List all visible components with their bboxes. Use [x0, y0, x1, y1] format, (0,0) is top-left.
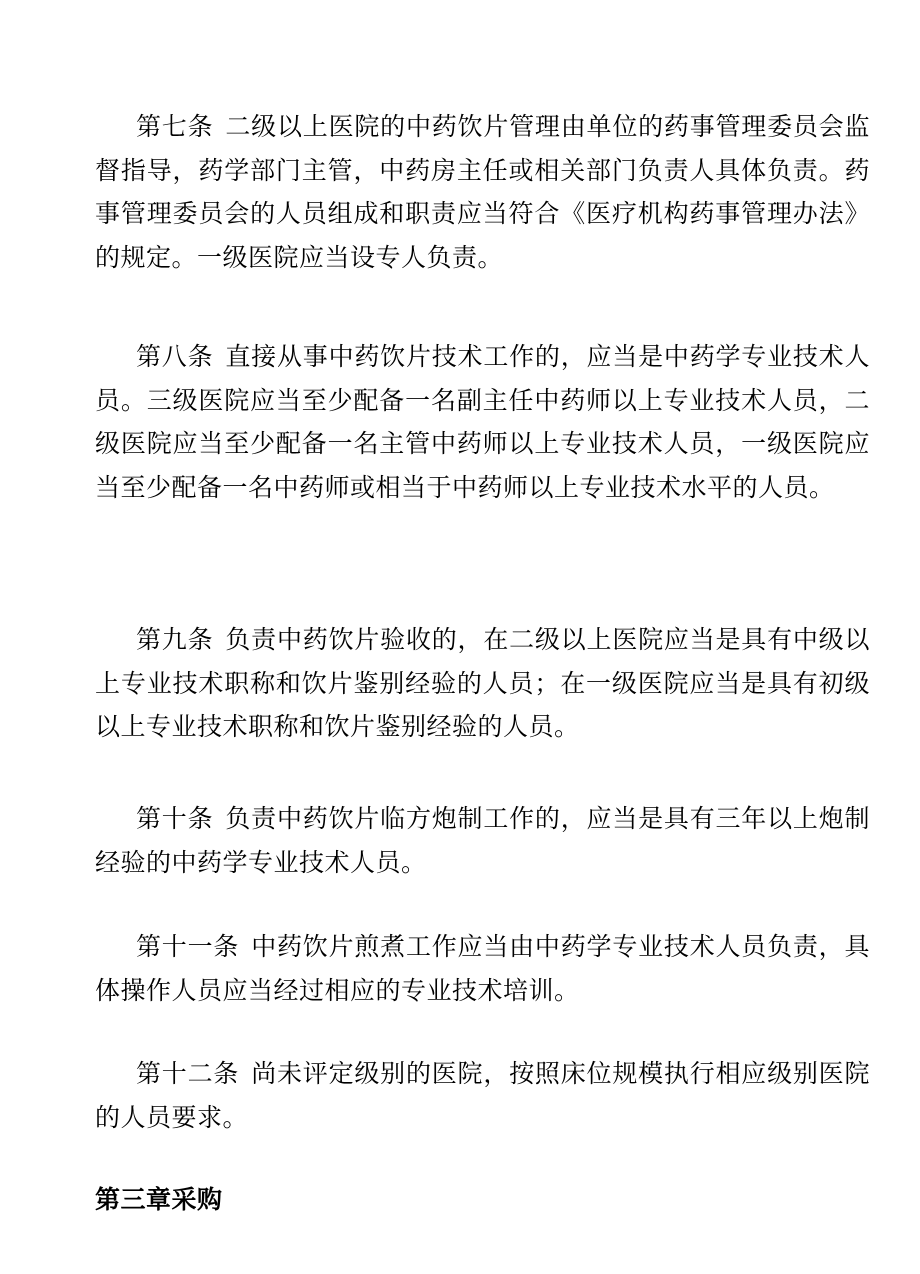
- article-number: 第十一条: [136, 932, 240, 961]
- article-number: 第十二条: [136, 1059, 240, 1088]
- article-8: [95, 335, 870, 509]
- article-number: 第七条: [136, 112, 214, 141]
- article-text: 直接从事中药饮片技术工作的，应当是中药学专业技术人员。三级医院应当至少配备一名副主任中药师以上专业技术人员，二级医院应当至少配备一名主管中药师以上专业技术人员，一级医院应当至少配备一名中药师或相当于中药师以上专业技术水平的人员。: [95, 342, 870, 502]
- article-text: 二级以上医院的中药饮片管理由单位的药事管理委员会监督指导，药学部门主管，中药房主任或相关部门负责人具体负责。药事管理委员会的人员组成和职责应当符合《医疗机构药事管理办法》的规定。一级医院应当设专人负责。: [95, 112, 870, 272]
- article-10: [95, 797, 870, 884]
- article-text: 尚未评定级别的医院，按照床位规模执行相应级别医院的人员要求。: [95, 1059, 870, 1132]
- article-12: [95, 1052, 870, 1139]
- article-text: 中药饮片煎煮工作应当由中药学专业技术人员负责，具体操作人员应当经过相应的专业技术培训。: [95, 932, 870, 1005]
- article-text: 负责中药饮片验收的，在二级以上医院应当是具有中级以上专业技术职称和饮片鉴别经验的人员；在一级医院应当是具有初级以上专业技术职称和饮片鉴别经验的人员。: [95, 625, 870, 741]
- article-9: [95, 618, 870, 749]
- article-number: 第十条: [136, 804, 214, 833]
- article-number: 第八条: [136, 342, 214, 371]
- article-11: [95, 925, 870, 1012]
- article-7: [95, 105, 870, 279]
- article-text: 负责中药饮片临方炮制工作的，应当是具有三年以上炮制经验的中药学专业技术人员。: [95, 804, 870, 877]
- article-number: 第九条: [136, 625, 214, 654]
- chapter-heading: 第三章采购: [95, 1185, 223, 1214]
